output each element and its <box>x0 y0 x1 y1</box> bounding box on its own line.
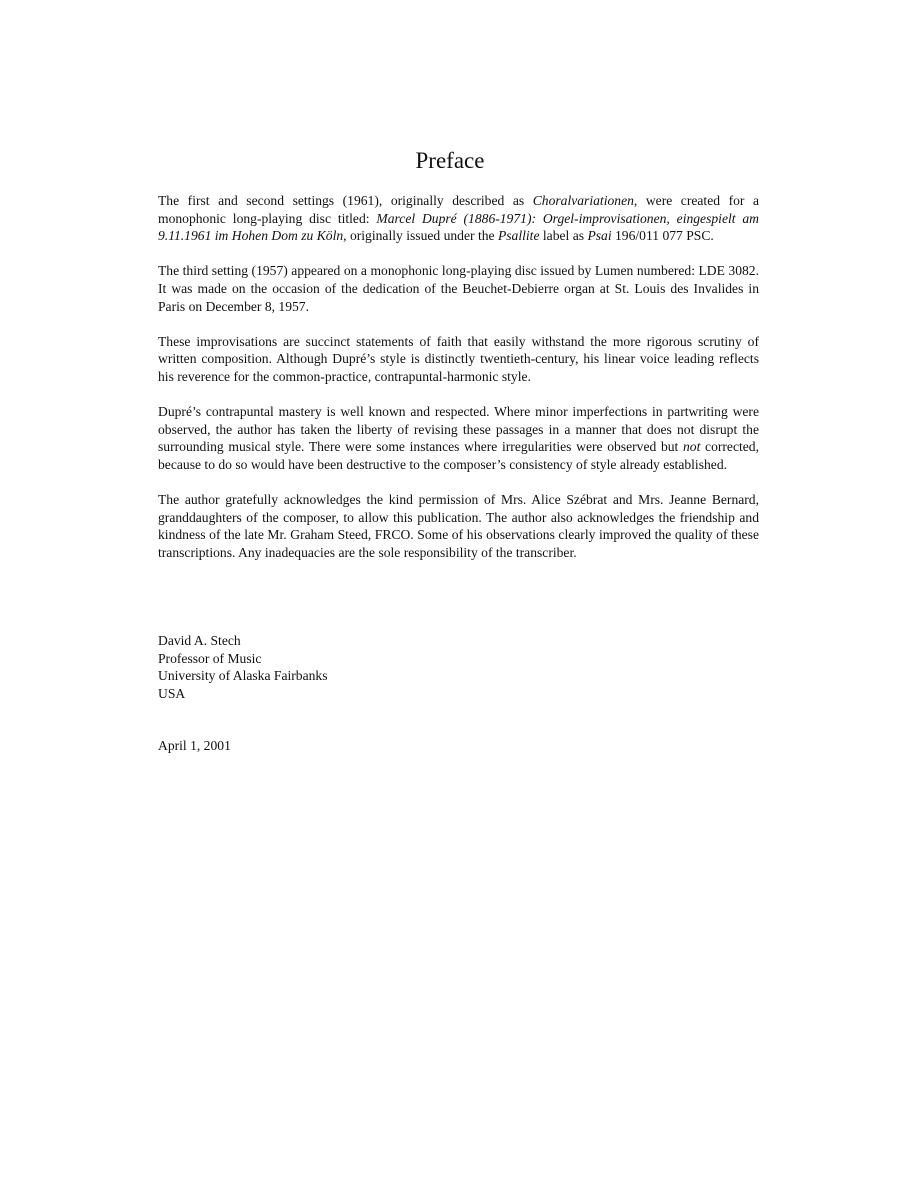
author-institution: University of Alaska Fairbanks <box>158 668 328 684</box>
text-segment: The third setting (1957) appeared on a monophonic long-playing disc issued by Lumen numbered: LDE 3082. It was made on the occasion of the dedication of the Beuchet-Debierre organ at St. Louis des Invalides in Paris on December 8, 1957. <box>158 263 759 314</box>
preface-body <box>158 192 759 579</box>
paragraph-improvisations <box>158 333 759 386</box>
paragraph-contrapuntal-mastery <box>158 403 759 473</box>
italic-text-segment: Psallite <box>497 228 540 244</box>
paragraph-recordings-1961 <box>158 192 759 245</box>
italic-text-segment: Marcel Dupré (1886-1971): Orgel-improvisationen, eingespielt am 9.11.1961 im Hohen Dom zu Köln <box>158 210 759 244</box>
text-segment: corrected, because to do so would have been destructive to the composer’s consistency of style already established. <box>158 439 760 472</box>
text-segment: , were created for a monophonic long-playing disc titled: <box>158 193 759 226</box>
paragraph-recording-1957 <box>158 262 759 315</box>
author-country: USA <box>158 685 186 701</box>
text-segment: , originally issued under the <box>343 228 498 244</box>
author-position: Professor of Music <box>158 650 262 666</box>
signature-block <box>158 632 328 702</box>
text-segment: Dupré’s contrapuntal mastery is well known and respected. Where minor imperfections in partwriting were observed, the author has taken the liberty of revising these passages in a manner that does not disrupt the surrounding musical style. There were some instances where irregularities were observed but <box>158 404 759 455</box>
italic-text-segment: not <box>683 439 701 455</box>
author-name: David A. Stech <box>158 633 241 648</box>
text-segment: 196/011 077 PSC. <box>611 228 714 244</box>
text-segment: The author gratefully acknowledges the kind permission of Mrs. Alice Szébrat and Mrs. Jeanne Bernard, granddaughters of the composer, to allow this publication. The author also acknowledges the friendship and kindness of the late Mr. Graham Steed, FRCO. Some of his observations clearly improved the quality of these transcriptions. Any inadequacies are the sole responsibility of the transcriber. <box>158 492 759 560</box>
document-date: April 1, 2001 <box>158 738 231 753</box>
paragraph-acknowledgements <box>158 491 759 561</box>
text-segment: The first and second settings (1961), originally described as <box>158 193 533 208</box>
page-title: Preface <box>415 148 485 173</box>
italic-text-segment: Choralvariationen <box>532 193 634 208</box>
text-segment: label as <box>539 228 588 244</box>
text-segment: These improvisations are succinct statements of faith that easily withstand the more rigorous scrutiny of written composition. Although Dupré’s style is distinctly twentieth-century, his linear voice leading reflects his reverence for the common-practice, contrapuntal-harmonic style. <box>158 333 759 384</box>
italic-text-segment: Psai <box>587 228 612 244</box>
